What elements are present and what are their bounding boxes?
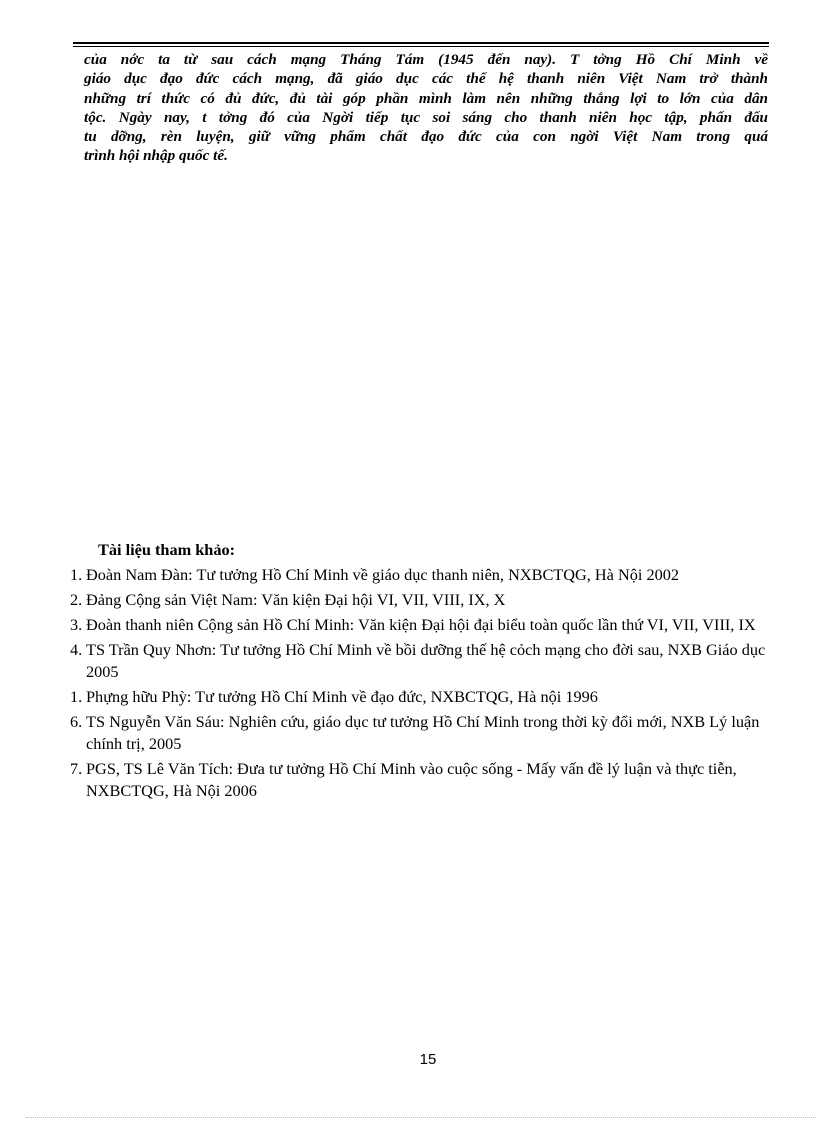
reference-text: Đoàn thanh niên Cộng sản Hồ Chí Minh: Văn kiện Đại hội đại biểu toàn quốc lần thứ VI, VII, VIII, IX	[86, 615, 756, 634]
reference-number: 2.	[70, 590, 83, 609]
reference-text: Đảng Cộng sản Việt Nam: Văn kiện Đại hội VI, VII, VIII, IX, X	[86, 590, 506, 609]
reference-item	[70, 711, 770, 755]
reference-number: 1.	[70, 565, 83, 584]
header-rule-thin	[73, 46, 769, 47]
paragraph-line: trình hội nhập quốc tế.	[84, 147, 228, 165]
paragraph-line: tu dỡng, rèn luyện, giữ vững phẩm chất đạo đức của con ngời Việt Nam trong quá	[84, 128, 768, 146]
reference-text: TS Nguyễn Văn Sáu: Nghiên cứu, giáo dục tư tưởng Hồ Chí Minh trong thời kỳ đổi mới, NXB Lý luận chính trị, 2005	[86, 712, 760, 753]
references-list	[70, 564, 770, 802]
paragraph-line: của nớc ta từ sau cách mạng Tháng Tám (1945 đến nay). T tởng Hồ Chí Minh về	[84, 51, 768, 68]
header-rule-thick	[73, 42, 769, 44]
reference-item	[70, 639, 770, 683]
reference-number: 1.	[70, 687, 83, 706]
paragraph-line: giáo dục đạo đức cách mạng, đã giáo dục các thế hệ thanh niên Việt Nam trở thành	[84, 70, 768, 88]
page-number: 15	[419, 1051, 437, 1068]
reference-item	[70, 614, 770, 636]
paragraph-line: những trí thức có đủ đức, đủ tài góp phần mình làm nên những thắng lợi to lớn của dân	[84, 89, 768, 107]
conclusion-paragraph	[84, 50, 768, 166]
footer-divider	[26, 1117, 816, 1118]
reference-number: 6.	[70, 712, 83, 731]
paragraph-line: tộc. Ngày nay, t tởng đó của Ngời tiếp tục soi sáng cho thanh niên học tập, phấn đấu	[84, 108, 768, 126]
reference-number: 3.	[70, 615, 83, 634]
references-heading: Tài liệu tham khảo:	[98, 540, 236, 559]
reference-text: Phựng hữu Phỳ: Tư tưởng Hồ Chí Minh về đạo đức, NXBCTQG, Hà nội 1996	[86, 687, 598, 706]
reference-text: PGS, TS Lê Văn Tích: Đưa tư tưởng Hồ Chí Minh vào cuộc sống - Mấy vấn đề lý luận và thực tiễn, NXBCTQG, Hà Nội 2006	[86, 759, 737, 800]
reference-text: TS Trần Quy Nhơn: Tư tưởng Hồ Chí Minh về bồi dưỡng thế hệ cỏch mạng cho đời sau, NXB Giáo dục 2005	[86, 640, 766, 681]
reference-number: 7.	[70, 759, 83, 778]
reference-item	[70, 589, 770, 611]
reference-number: 4.	[70, 640, 83, 659]
references-section	[70, 540, 770, 805]
reference-item	[70, 564, 770, 586]
reference-item	[70, 686, 770, 708]
reference-item	[70, 758, 770, 802]
reference-text: Đoàn Nam Đàn: Tư tưởng Hồ Chí Minh về giáo dục thanh niên, NXBCTQG, Hà Nội 2002	[86, 565, 680, 584]
